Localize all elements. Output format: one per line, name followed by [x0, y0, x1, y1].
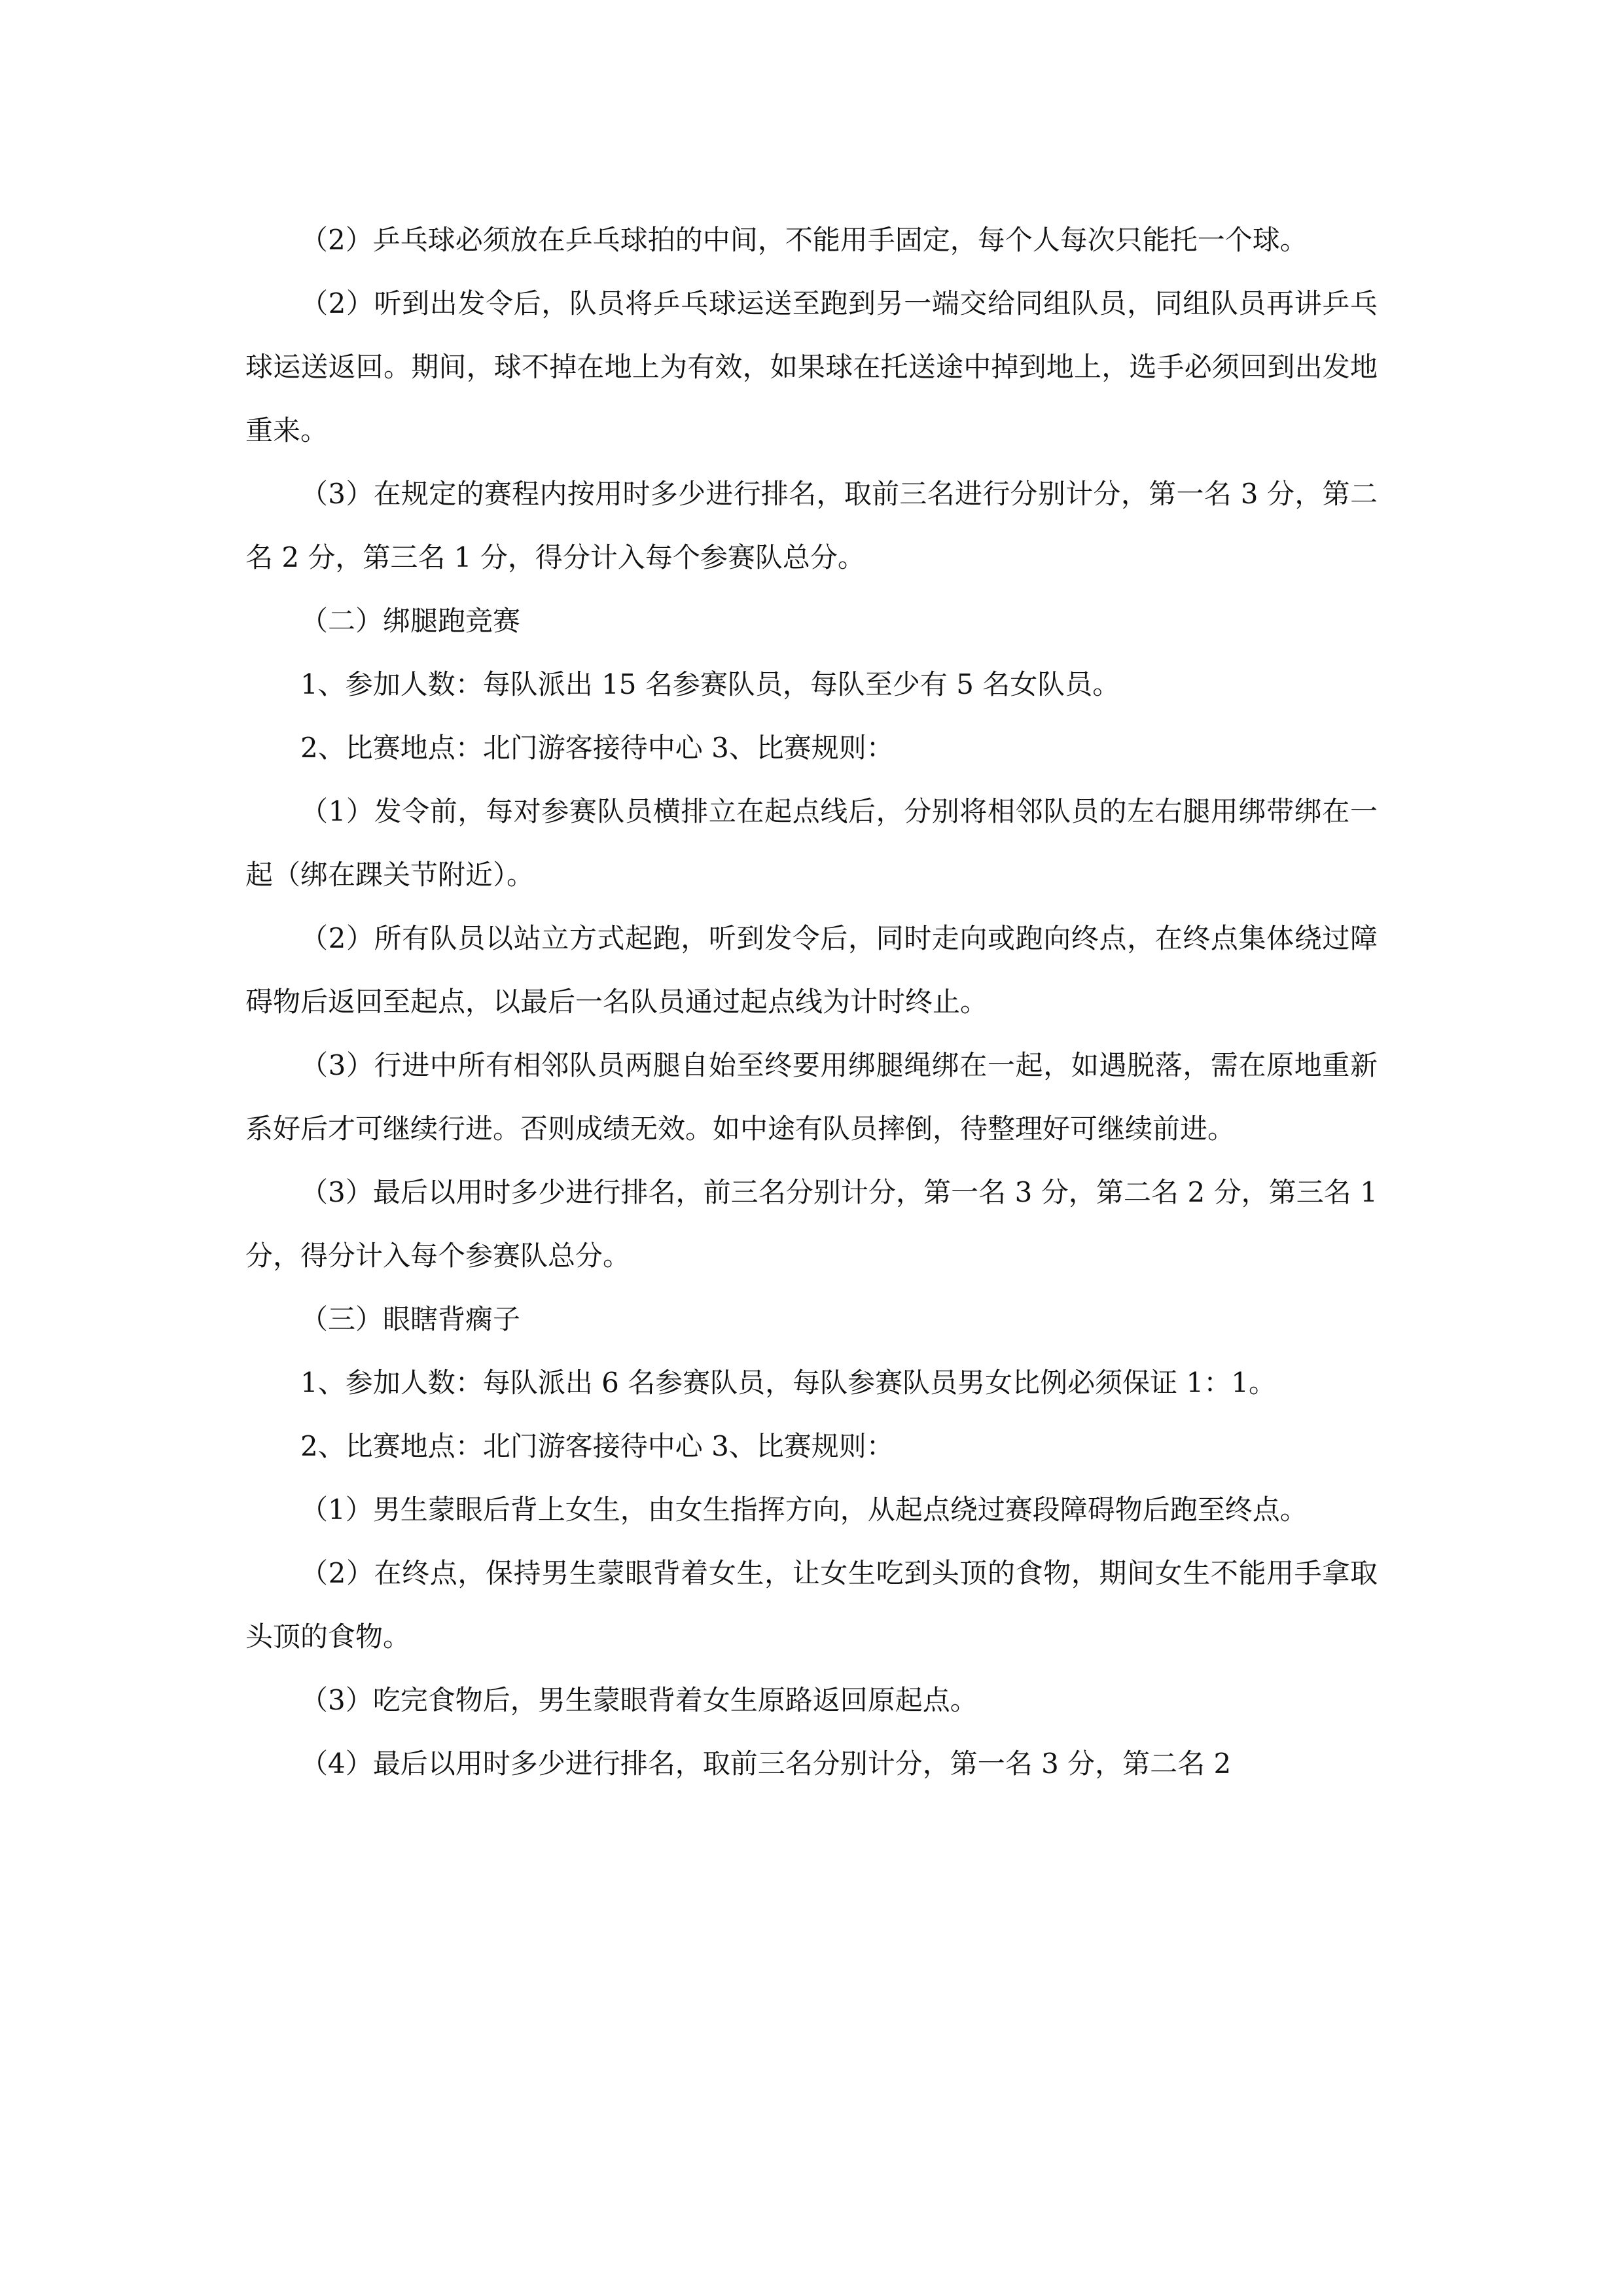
paragraph-blind-carry-participants: 1、参加人数：每队派出 6 名参赛队员，每队参赛队员男女比例必须保证 1：1。: [300, 1367, 1276, 1399]
paragraph-blind-carry-rule-3: （3）吃完食物后，男生蒙眼背着女生原路返回原起点。: [300, 1684, 978, 1716]
document-body: [245, 208, 1378, 1795]
paragraph-pingpong-rule-2a: （2）乒乓球必须放在乒乓球拍的中间，不能用手固定，每个人每次只能托一个球。: [300, 224, 1308, 256]
paragraph-blind-carry-rule-4: （4）最后以用时多少进行排名，取前三名分别计分，第一名 3 分，第二名 2: [300, 1748, 1232, 1780]
paragraph-pingpong-rule-3: （3）在规定的赛程内按用时多少进行排名，取前三名进行分别计分，第一名 3 分，第二名 2 分，第三名 1 分，得分计入每个参赛队总分。: [245, 478, 1378, 573]
paragraph-blind-carry-location: 2、比赛地点：北门游客接待中心 3、比赛规则：: [300, 1430, 894, 1462]
paragraph-leg-race-rule-3a: （3）行进中所有相邻队员两腿自始至终要用绑腿绳绑在一起，如遇脱落，需在原地重新系好后才可继续行进。否则成绩无效。如中途有队员摔倒，待整理好可继续前进。: [245, 1049, 1378, 1145]
paragraph-leg-race-participants: 1、参加人数：每队派出 15 名参赛队员，每队至少有 5 名女队员。: [300, 668, 1120, 700]
paragraph-pingpong-rule-2b: （2）听到出发令后，队员将乒乓球运送至跑到另一端交给同组队员，同组队员再讲乒乓球运送返回。期间，球不掉在地上为有效，如果球在托送途中掉到地上，选手必须回到出发地重来。: [245, 287, 1378, 446]
paragraph-leg-race-location: 2、比赛地点：北门游客接待中心 3、比赛规则：: [300, 732, 894, 764]
section-heading-leg-tied-race: （二）绑腿跑竞赛: [300, 605, 521, 637]
paragraph-leg-race-rule-1: （1）发令前，每对参赛队员横排立在起点线后，分别将相邻队员的左右腿用绑带绑在一起（绑在踝关节附近）。: [245, 795, 1378, 891]
section-heading-blind-carry: （三）眼瞎背瘸子: [300, 1303, 521, 1335]
paragraph-blind-carry-rule-2: （2）在终点，保持男生蒙眼背着女生，让女生吃到头顶的食物，期间女生不能用手拿取头顶的食物。: [245, 1557, 1378, 1653]
paragraph-leg-race-rule-3b: （3）最后以用时多少进行排名，前三名分别计分，第一名 3 分，第二名 2 分，第三名 1 分，得分计入每个参赛队总分。: [245, 1176, 1378, 1272]
paragraph-leg-race-rule-2: （2）所有队员以站立方式起跑，听到发令后，同时走向或跑向终点，在终点集体绕过障碍物后返回至起点，以最后一名队员通过起点线为计时终止。: [245, 922, 1378, 1018]
paragraph-blind-carry-rule-1: （1）男生蒙眼后背上女生，由女生指挥方向，从起点绕过赛段障碍物后跑至终点。: [300, 1494, 1308, 1526]
